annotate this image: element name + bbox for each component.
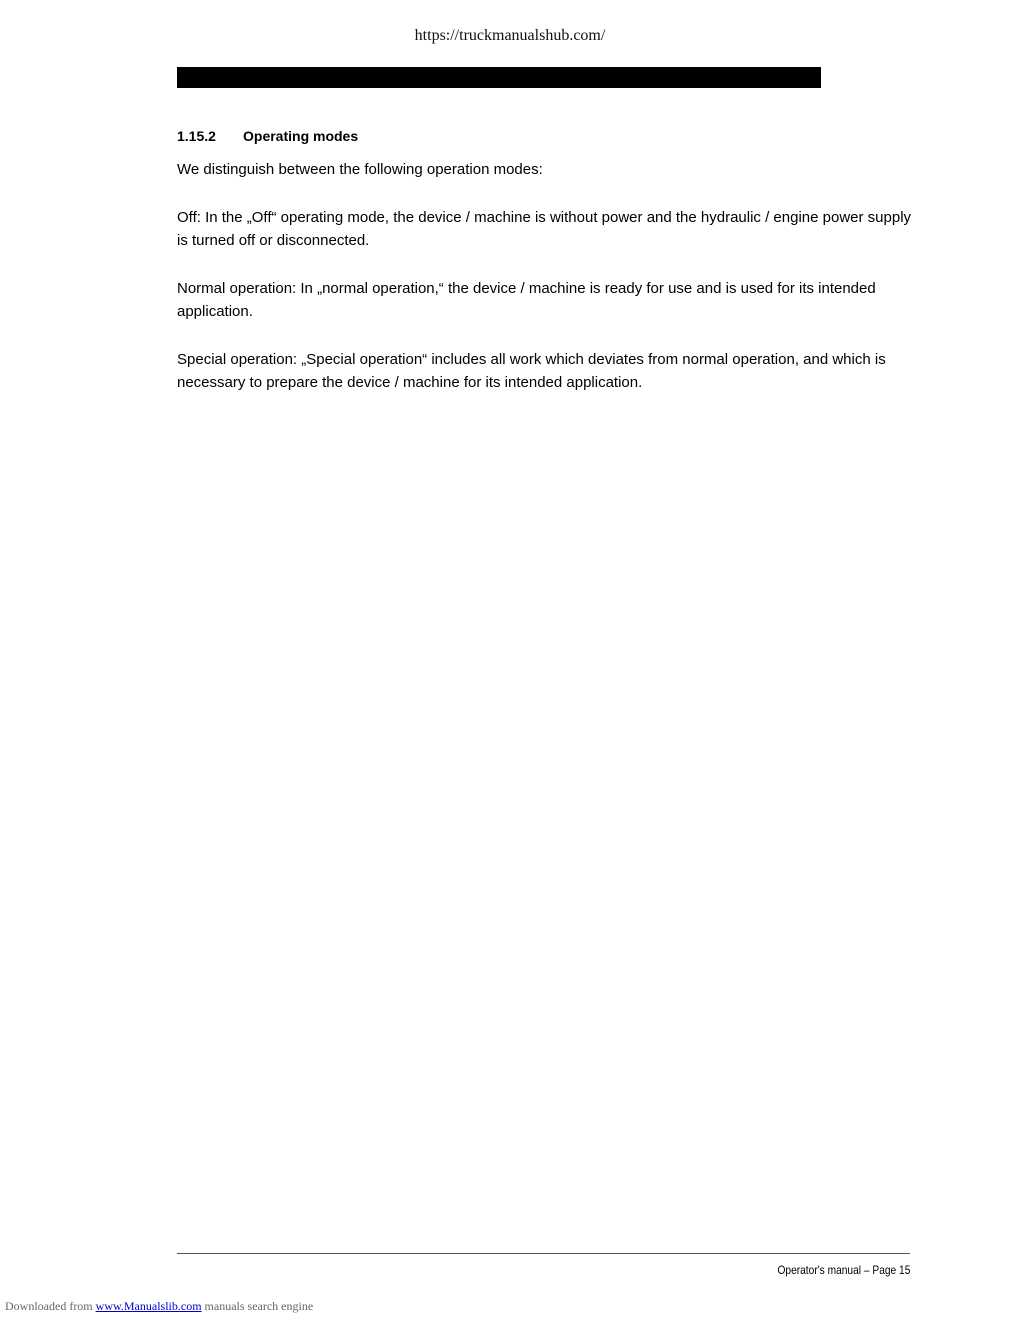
off-mode-paragraph: Off: In the „Off“ operating mode, the device / machine is without power and the hydraulic / engine power supply is turned off or disconnected.	[177, 208, 912, 249]
footer-divider	[177, 1253, 910, 1254]
special-operation-paragraph: Special operation: „Special operation“ includes all work which deviates from normal operation, and which is necessary to prepare the device / machine for its intended application.	[177, 350, 886, 391]
normal-operation-paragraph: Normal operation: In „normal operation,“ the device / machine is ready for use and is used for its intended application.	[177, 279, 876, 320]
intro-paragraph: We distinguish between the following operation modes:	[177, 161, 543, 178]
download-suffix: manuals search engine	[204, 1299, 314, 1313]
body-content	[177, 158, 917, 419]
manualslib-link[interactable]: www.Manualslib.com	[95, 1299, 202, 1313]
download-prefix: Downloaded from	[5, 1299, 93, 1313]
section-heading	[177, 128, 358, 144]
header-url: https://truckmanualshub.com/	[414, 27, 606, 44]
download-note	[5, 1299, 313, 1314]
section-title: Operating modes	[243, 128, 359, 144]
section-number: 1.15.2	[177, 128, 216, 144]
footer-page-label: Operator's manual – Page 15	[777, 1263, 910, 1277]
redaction-bar	[177, 67, 821, 88]
